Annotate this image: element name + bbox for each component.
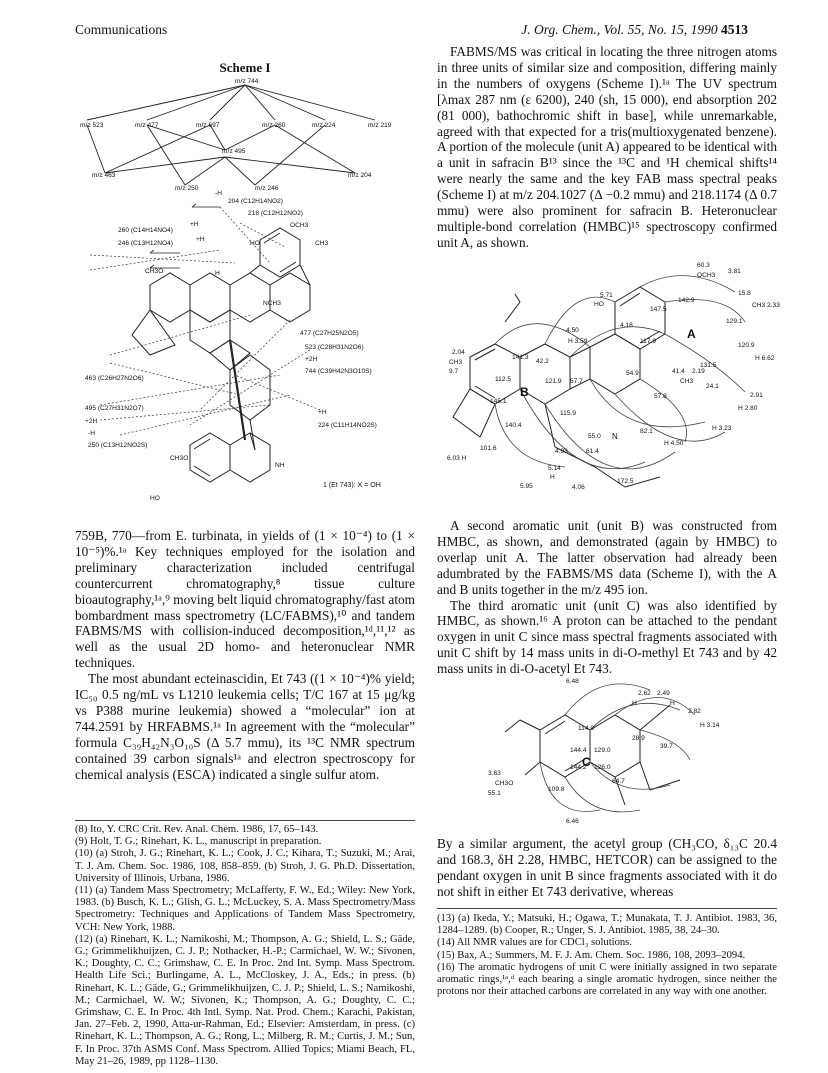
atom-label: HO [250, 240, 260, 247]
ion-label: m/z 463 [92, 172, 116, 179]
frag-label: 246 (C13H12NO4) [118, 240, 173, 247]
nmr-label: 101.6 [480, 445, 497, 452]
nmr-label: 4.50 [566, 327, 579, 334]
paragraph: The most abundant ecteinascidin, Et 743 ((1 × 10⁻⁴)% yield; IC₅₀ 0.5 ng/mL vs L1210 leukemia cells; T/C 167 at 15 μg/kg vs P388 murine leukemia) showed a “molecular” ion at 744.2591 by HRFABMS.¹ᵃ In agreement with the “molecular” formula C₃₉H₄₂N₃O₁₀S (Δ 5.7 mmu), its ¹³C NMR spectrum contained 39 carbon signals¹ᵃ and electron spectroscopy for chemical analysis (ESCA) indicated a single sulfur atom. [75, 671, 415, 782]
nmr-label: 129.0 [594, 747, 611, 754]
nmr-label: A [687, 327, 696, 341]
nmr-label: H 3.23 [712, 425, 732, 432]
frag-label: +2H [305, 356, 318, 363]
nmr-label: 147.5 [650, 306, 667, 313]
frag-label: 224 (C11H14NO2S) [318, 422, 377, 429]
nmr-label: OCH3 [697, 272, 716, 279]
nmr-label: 64.7 [612, 778, 625, 785]
nmr-label: 4.93 [555, 448, 568, 455]
paragraph: FABMS/MS was critical in locating the three nitrogen atoms in three units of similar size and composition, differing mainly in the numbers of oxygens (Scheme I).¹ᵃ The UV spectrum [λmax 287 nm (ε 6200), 240 (sh, 15 000), end absorption 202 (81 000), bathochromic shift in base], while unremarkable, agreed with that expected for a tris(multioxygenated benzene). A portion of the molecule (unit A) appeared to be identical with a unit in safracin B¹³ since the ¹³C and ¹H chemical shifts¹⁴ were nearly the same and the key FAB mass spectral peaks (Scheme I) at m/z 204.1027 (Δ −0.2 mmu) and 218.1174 (Δ 0.7 mmu) were also prominent for safracin B. Heteronuclear multiple-bond correlation (HMBC)¹⁵ spectroscopy confirmed unit A, as shown. [437, 44, 777, 250]
paragraph: The third aromatic unit (unit C) was also identified by HMBC, as shown.¹⁶ A proton can be attached to the pendant oxygen in unit C since mass spectral fragments associated with unit C shift by 14 mass units in di-O-methyl Et 743 and by 42 mass units in di-O-acetyl Et 743. [437, 597, 777, 677]
footnote-rule [75, 820, 415, 821]
nmr-label: 42.2 [536, 358, 549, 365]
paragraph: 759B, 770—from E. turbinata, in yields of (1 × 10⁻⁴) to (1 × 10⁻⁵)%.¹ᵃ Key techniques employed for the isolation and preliminary characterization included centrifugal countercurrent chromatography,⁸ tissue culture bioautography,¹ᵃ,⁹ moving belt liquid chromatography/fast atom bombardment mass spectrometry (LC/FABMS),¹⁰ and tandem FABMS/MS with collision-induced decomposition,¹ᵈ,¹¹,¹² as well as the usual 2D homo- and heteronuclear NMR techniques. [75, 528, 415, 671]
paragraph: A second aromatic unit (unit B) was constructed from HMBC, as shown, and demonstrated (again by HMBC) to overlap unit A. The latter observation had already been adumbrated by the FABMS/MS data (Scheme I), with the A and B units together in the m/z 495 ion. [437, 518, 777, 597]
footnote-rule [437, 908, 777, 909]
footnote: (12) (a) Rinehart, K. L.; Namikoshi, M.; Thompson, A. G.; Shield, L. S.; Gäde, G.; Grimmelikhuijzen, C. J. P.; Nothacker, H.-P.; Carmichael, W. W.; Sivonen, K.; Doughty, C. C.; Grimshaw, C. E. In Proc. 2nd Int. Symp. Mass Spectrom. Health Life Sci.; Burlingame, A. L., McCloskey, J. A., Eds.; in press. (b) Rinehart, K. L.; Gäde, G.; Grimmelikhuijzen, C. J. P.; Shield, L. S.; Namikoshi, M.; Carmichael, W. W.; Sivonen, K.; Thompson, A. G.; Doughty, C. C.; Grimshaw, C. E. In Proc. 4th Intl. Symp. Nat. Prod. Chem.; Karachi, Pakistan, Jan. 27–Feb. 2, 1990, Atta-ur-Rahman, Ed.; Elsevier: Amsterdam, in press. (c) Rinehart, K. L.; Thompson, A. G.; Rong, L.; Milberg, R. M.; Curtis, J. M.; Sun, F. In Proc. 37th ASMS Conf. Mass Spectrom. Allied Topics; Miami Beach, FL, May 21–26, 1989, pp 1128–1130. [75, 933, 415, 1067]
nmr-label: H [670, 700, 675, 707]
atom-label: H [215, 270, 220, 277]
nmr-label: 9.7 [449, 368, 459, 375]
nmr-label: 54.9 [626, 370, 639, 377]
ion-label: m/z 697 [196, 122, 220, 129]
running-header-right [521, 22, 748, 38]
footnote: (11) (a) Tandem Mass Spectrometry; McLafferty, F. W., Ed.; Wiley: New York, 1983. (b) Busch, K. L.; Glish, G. L.; McLuckey, S. A. Mass Spectrometry/Mass Spectrometry: Techniques and Applications of Tandem Mass Spectrometry, VCH: New York, 1988. [75, 885, 415, 933]
left-body-text [75, 528, 415, 783]
scheme-title: Scheme I [219, 60, 271, 75]
nmr-label: N [612, 432, 618, 441]
atom-label: CH3O [170, 455, 189, 462]
unit-c-hmbc-diagram [480, 670, 740, 850]
nmr-label: 3.81 [728, 268, 741, 275]
atom-label: HO [150, 495, 160, 502]
nmr-label: 39.7 [660, 743, 673, 750]
frag-label: -H [88, 430, 95, 437]
frag-label: 218 (C12H12NO2) [248, 210, 303, 217]
nmr-label: 140.4 [505, 422, 522, 429]
nmr-label: CH3O [495, 780, 514, 787]
nmr-label: 24.1 [706, 383, 719, 390]
nmr-label: 28.9 [632, 735, 645, 742]
frag-label: -H [215, 190, 222, 197]
nmr-label: 2.82 [688, 708, 701, 715]
nmr-label: 109.8 [548, 786, 565, 793]
nmr-label: 117.9 [640, 338, 657, 345]
paragraph: By a similar argument, the acetyl group (CH₃CO, δ₁₃C 20.4 and 168.3, δH 2.28, HMBC, HETCOR) can be assigned to the pendant oxygen in unit B since fragments associated with it do not shift in either Et 743 derivative, whereas [437, 836, 777, 899]
nmr-label: B [520, 385, 529, 399]
footnote: (9) Holt, T. G.; Rinehart, K. L., manuscript in preparation. [75, 836, 322, 848]
nmr-label: 5.95 [520, 483, 533, 490]
footnote: (8) Ito, Y. CRC Crit. Rev. Anal. Chem. 1986, 17, 65–143. [75, 824, 319, 835]
right-body-text-mid [437, 518, 777, 677]
nmr-label: 82.1 [640, 428, 653, 435]
frag-label: 744 (C39H42N3O10S) [305, 368, 372, 375]
nmr-label: 55.0 [588, 433, 601, 440]
nmr-label: 6.48 [566, 678, 579, 685]
frag-label: 463 (C26H27N2O6) [85, 375, 144, 382]
ion-label: m/z 224 [312, 122, 336, 129]
atom-label: NCH3 [263, 300, 281, 307]
atom-label: NH [275, 462, 285, 469]
frag-label: 495 (C27H31N2O7) [85, 405, 144, 412]
nmr-label: H [632, 700, 637, 707]
atom-label: CH3 [315, 240, 329, 247]
nmr-label: 141.3 [512, 354, 529, 361]
nmr-label: CH3 [449, 359, 463, 366]
nmr-label: CH3 2.33 [752, 302, 780, 309]
scheme-fragmentation-tree [75, 75, 415, 215]
nmr-label: 142.9 [678, 297, 695, 304]
nmr-label: 2.04 [452, 349, 465, 356]
nmr-label: H 3.14 [700, 722, 720, 729]
frag-label: +2H [85, 418, 98, 425]
nmr-label: 60.3 [697, 262, 710, 269]
nmr-label: 121.9 [545, 378, 562, 385]
frag-label: 250 (C13H12NO2S) [88, 442, 148, 449]
page-number: 4513 [721, 22, 748, 37]
frag-label: +H [196, 236, 205, 243]
nmr-label: 6.46 [566, 818, 579, 825]
footnote: (16) The aromatic hydrogens of unit C were initially assigned in two separate aromatic rings,¹ᵃ,ᵈ each bearing a single aromatic hydrogen, since neither the protons nor their attached carbons are correlated in any way with one another. [437, 961, 777, 998]
nmr-label: 2.62 [638, 690, 651, 697]
nmr-label: 57.7 [570, 378, 583, 385]
right-footnotes [437, 913, 777, 998]
nmr-label: CH3 [680, 378, 694, 385]
nmr-label: H 4.50 [664, 440, 684, 447]
nmr-label: H 3.59 [568, 338, 588, 345]
nmr-label: 144.4 [570, 747, 587, 754]
nmr-label: 4.18 [620, 322, 633, 329]
nmr-label: 55.1 [488, 790, 501, 797]
right-body-text-top [437, 44, 777, 251]
frag-label: 204 (C12H14NO2) [228, 198, 283, 205]
nmr-label: 126.0 [594, 764, 611, 771]
frag-label: 477 (C27H25N2O5) [300, 330, 359, 337]
ion-label: m/z 495 [222, 148, 246, 155]
nmr-label: 129.1 [726, 318, 743, 325]
ion-label: m/z 260 [262, 122, 286, 129]
nmr-label: 4.06 [572, 484, 585, 491]
nmr-label: H 2.80 [738, 405, 758, 412]
nmr-label: 114.0 [578, 725, 595, 732]
nmr-label: 2.91 [750, 392, 763, 399]
nmr-label: 61.4 [586, 448, 599, 455]
nmr-label: HO [594, 301, 604, 308]
nmr-label: 115.9 [560, 410, 577, 417]
ion-label: m/z 250 [175, 185, 199, 192]
running-header-left: Communications [75, 22, 168, 37]
nmr-label: 41.4 [672, 368, 685, 375]
frag-label: 523 (C28H31N2O6) [305, 344, 364, 351]
ion-top: m/z 744 [235, 78, 259, 85]
nmr-label: 57.8 [654, 393, 667, 400]
nmr-label: 131.5 [700, 362, 717, 369]
nmr-label: 144.2 [570, 764, 587, 771]
left-footnotes [75, 824, 415, 1068]
right-body-text-bottom [437, 836, 777, 900]
footnote: (10) (a) Stroh, J. G.; Rinehart, K. L.; Cook, J. C.; Kihara, T.; Suzuki, M.; Arai, T. J. Am. Chem. Soc. 1986, 108, 858–859. (b) Stroh, J. G. Ph.D. Dissertation, University of Illinois, Urbana, 1986. [75, 848, 415, 884]
nmr-label: 2.49 [657, 690, 670, 697]
nmr-label: 112.5 [495, 376, 512, 383]
nmr-label: 6.03 H [447, 455, 467, 462]
nmr-label: H 6.62 [755, 355, 775, 362]
ion-label: m/z 246 [255, 185, 279, 192]
ion-label: m/z 219 [368, 122, 392, 129]
ion-label: m/z 204 [348, 172, 372, 179]
journal-volume: Vol. 55, No. 15, 1990 [603, 22, 718, 37]
ion-label: m/z 477 [135, 122, 159, 129]
journal-name: J. Org. Chem., [521, 22, 601, 37]
nmr-label: 172.5 [617, 478, 634, 485]
frag-label: 260 (C14H14NO4) [118, 227, 173, 234]
frag-label: +H [190, 221, 199, 228]
structure-caption: 1 (Et 743): X = OH [323, 482, 381, 489]
atom-label: CH3O [145, 268, 164, 275]
nmr-label: 3.63 [488, 770, 501, 777]
frag-label: +H [318, 409, 327, 416]
ion-label: m/z 523 [80, 122, 104, 129]
footnote: (15) Bax, A.; Summers, M. F. J. Am. Chem. Soc. 1986, 108, 2093–2094. [437, 949, 746, 961]
nmr-label: H [550, 474, 555, 481]
footnote: (13) (a) Ikeda, Y.; Matsuki, H.; Ogawa, T.; Munakata, T. J. Antibiot. 1983, 36, 1284–1289. (b) Cooper, R.; Unger, S. J. Antibiot. 1985, 38, 24–30. [437, 913, 777, 937]
nmr-label: 15.8 [738, 290, 751, 297]
nmr-label: 5.71 [600, 292, 613, 299]
nmr-label: C [582, 755, 591, 769]
atom-label: OCH3 [290, 222, 309, 229]
footnote: (14) All NMR values are for CDCl₃ solutions. [437, 937, 632, 949]
nmr-label: 145.1 [490, 398, 507, 405]
nmr-label: 2.19 [692, 368, 705, 375]
nmr-label: 120.9 [738, 342, 755, 349]
nmr-label: 5.14 [548, 465, 561, 472]
